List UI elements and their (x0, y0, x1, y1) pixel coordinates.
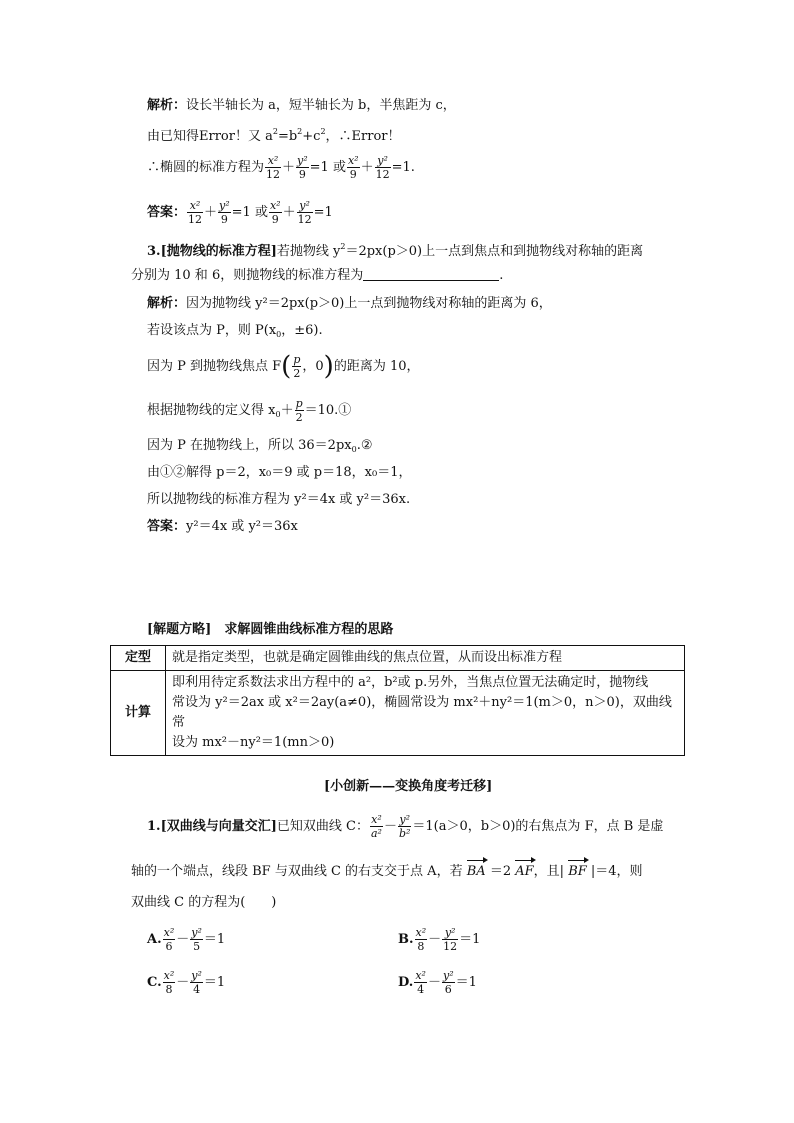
fraction: $\frac{\text{x²}}{12}$ (266, 154, 281, 181)
solution-line-2: 由已知得Error！又 $a^2=b^2+c^2$，∴Error！ (147, 127, 401, 144)
fraction: $\frac{\text{x²}}{\text{a²}}$ (370, 813, 382, 840)
answer-line-3: 答案：y²＝4x 或 y²＝36x (147, 519, 298, 534)
option-b[interactable]: B. $\frac{\text{x²}}{8}$ － $\frac{\text{y²}}{12}$ ＝1 (398, 926, 481, 953)
answer-line-1: 答案： $\frac{\text{x²}}{12}$ ＋ $\frac{\text{y²}}{9}$ =1 或 $\frac{\text{x²}}{9}$ ＋ $\frac{\text{y²}}{12}$ =1 (147, 199, 333, 226)
fraction: $\frac{p}{2}$ (293, 353, 301, 380)
table-row (111, 671, 685, 756)
option-a[interactable]: A. $\frac{\text{x²}}{6}$ － $\frac{\text{y²}}{5}$ ＝1 (147, 926, 226, 953)
solution-3-line-3: 因为 P 到抛物线焦点 F( $\frac{p}{2}$ ，0)的距离为 10， (147, 351, 420, 382)
question-1-line-3: 双曲线 C 的方程为( ) (131, 895, 277, 910)
fraction: $\frac{\text{y²}}{12}$ (297, 199, 312, 226)
option-c[interactable]: C. $\frac{\text{x²}}{8}$ － $\frac{\text{y²}}{4}$ ＝1 (147, 969, 226, 996)
question-3-line-1: 3.[抛物线的标准方程]若抛物线 $y^2=2px(p>0)$上一点到焦点和到抛物线对称轴的距离 (147, 242, 644, 259)
vector-af: AF (515, 858, 533, 882)
table-head-cell: 计算 (111, 671, 166, 756)
question-3-line-2: 分别为 10 和 6，则抛物线的标准方程为 . (131, 268, 504, 283)
fraction: $\frac{\text{x²}}{12}$ (188, 199, 203, 226)
solution-3-line-2: 若设该点为 P，则 $P(x_0$，±6). (147, 323, 323, 339)
option-d[interactable]: D. $\frac{\text{x²}}{4}$ － $\frac{\text{y²}}{6}$ ＝1 (398, 969, 477, 996)
strategy-table (110, 645, 685, 756)
solution-text: 设长半轴长为 a，短半轴长为 b，半焦距为 c， (186, 98, 456, 113)
table-head-cell: 定型 (111, 646, 166, 671)
fraction: $\frac{\text{x²}}{9}$ (269, 199, 281, 226)
table-row (111, 646, 685, 671)
fraction: $\frac{\text{y²}}{12}$ (375, 154, 390, 181)
solution-3-line-6: 由①②解得 p＝2，x₀＝9 或 p＝18，x₀＝1， (147, 465, 412, 480)
solution-line-1 (147, 96, 456, 116)
table-body-cell: 就是指定类型，也就是确定圆锥曲线的焦点位置，从而设出标准方程 (166, 646, 685, 671)
solution-3-line-7: 所以抛物线的标准方程为 y²＝4x 或 y²＝36x. (147, 492, 411, 507)
fraction: $\frac{\text{y²}}{9}$ (219, 199, 230, 226)
question-1-line-1: 1.[双曲线与向量交汇]已知双曲线 C： $\frac{\text{x²}}{\text{a²}}$ － $\frac{\text{y²}}{\text{b²}}$ ＝1(a＞0，b＞0)的右焦点为 F，点 B 是虚 (147, 813, 664, 840)
strategy-heading: [解题方略] 求解圆锥曲线标准方程的思路 (147, 622, 394, 637)
solution-label: 解析： (147, 98, 187, 113)
vector-bf: BF (568, 858, 587, 882)
solution-3-line-5: 因为 P 在抛物线上，所以 $36=2px_0.②$ (147, 438, 373, 454)
question-1-line-2: 轴的一个端点，线段 BF 与双曲线 C 的右支交于点 A，若 BA ＝2 AF，且| BF |＝4，则 (131, 858, 643, 882)
ellipse-equation-line: ∴椭圆的标准方程为 $\frac{\text{x²}}{12}$ ＋ $\frac{\text{y²}}{9}$ =1 或 $\frac{\text{x²}}{9}$ ＋ $\frac{\text{y²}}{12}$ =1. (147, 154, 415, 181)
question-tag: 3.[抛物线的标准方程] (147, 244, 277, 259)
vector-ba: BA (467, 858, 486, 882)
fraction: $\frac{\text{y²}}{9}$ (297, 154, 308, 181)
solution-3-line-4: 根据抛物线的定义得 $x_0+$ $\frac{p}{2}$ ＝10.① (147, 397, 352, 424)
fraction: $\frac{p}{2}$ (295, 397, 303, 424)
answer-blank[interactable] (363, 266, 499, 281)
table-body-cell: 即利用待定系数法求出方程中的 a²，b²或 p.另外，当焦点位置无法确定时，抛物线 常设为 y²＝2ax 或 x²＝2ay(a≠0)，椭圆常设为 mx²＋ny²＝1(m＞0，n＞0)，双曲线常 设为 mx²－ny²＝1(mn＞0) (166, 671, 685, 756)
section-title: [小创新——变换角度考迁移] (324, 779, 493, 794)
fraction: $\frac{\text{y²}}{\text{b²}}$ (398, 813, 411, 840)
solution-3-line-1: 解析：因为抛物线 y²＝2px(p＞0)上一点到抛物线对称轴的距离为 6， (147, 296, 552, 311)
fraction: $\frac{\text{x²}}{9}$ (347, 154, 359, 181)
